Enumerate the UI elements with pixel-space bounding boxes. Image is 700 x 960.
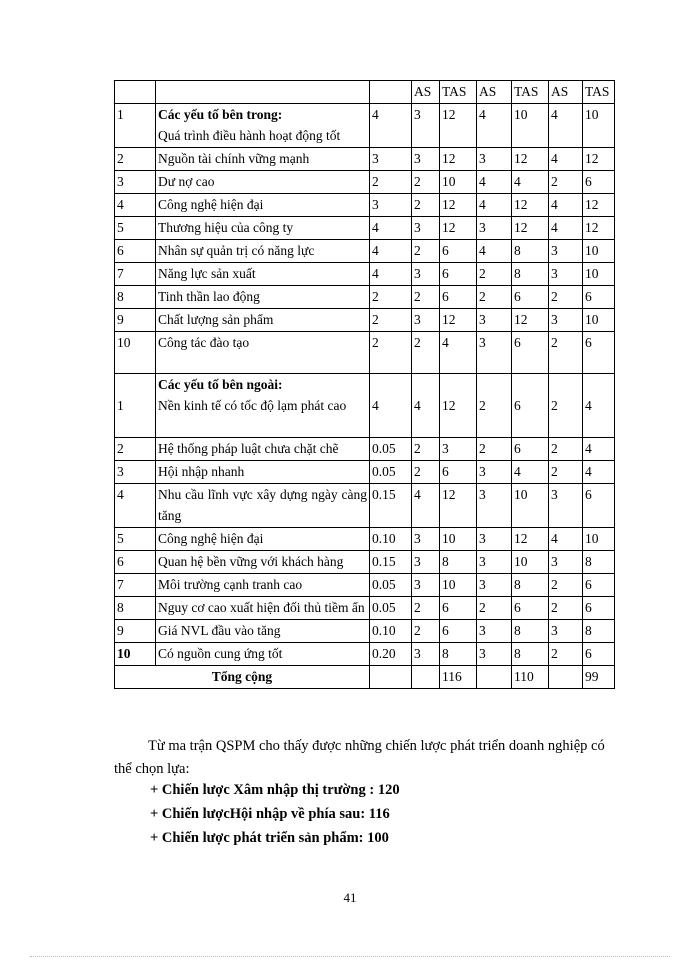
tas-cell: 6: [583, 332, 615, 374]
total-empty-cell: [477, 666, 512, 689]
tas-cell: 10: [512, 551, 549, 574]
tas-cell: 12: [440, 194, 477, 217]
tas-cell: 4: [512, 461, 549, 484]
as-cell: 4: [477, 240, 512, 263]
as-cell: 4: [477, 194, 512, 217]
as-cell: 2: [477, 286, 512, 309]
weight-cell: 4: [370, 263, 412, 286]
weight-cell: 4: [370, 217, 412, 240]
tas-cell: 6: [583, 171, 615, 194]
factor-name: Hệ thống pháp luật chưa chặt chẽ: [156, 438, 370, 461]
weight-cell: 2: [370, 332, 412, 374]
tas-cell: 10: [440, 528, 477, 551]
total-row: [115, 666, 615, 689]
as-cell: 4: [549, 104, 583, 148]
as-cell: 3: [477, 574, 512, 597]
tas-cell: 12: [583, 217, 615, 240]
header-cell: [370, 81, 412, 104]
as-cell: 3: [477, 332, 512, 374]
tas-cell: 6: [440, 263, 477, 286]
tas-cell: 4: [512, 171, 549, 194]
row-number: 1: [115, 104, 156, 148]
tas-cell: 12: [440, 484, 477, 528]
as-cell: 3: [549, 240, 583, 263]
tas-cell: 6: [512, 332, 549, 374]
row-number: 9: [115, 309, 156, 332]
as-cell: 3: [412, 643, 440, 666]
tas-cell: 6: [583, 574, 615, 597]
factor-name: Tinh thần lao động: [156, 286, 370, 309]
total-tas-1: 116: [440, 666, 477, 689]
as-cell: 2: [549, 643, 583, 666]
weight-cell: 0.10: [370, 528, 412, 551]
factor-name: Nguy cơ cao xuất hiện đối thủ tiềm ẩn: [156, 597, 370, 620]
tas-cell: 6: [440, 597, 477, 620]
as-cell: 2: [549, 332, 583, 374]
table-row: [115, 597, 615, 620]
as-cell: 2: [549, 171, 583, 194]
as-cell: 2: [549, 438, 583, 461]
as-cell: 3: [412, 148, 440, 171]
as-cell: 2: [412, 286, 440, 309]
row-number: 5: [115, 528, 156, 551]
as-cell: 2: [412, 171, 440, 194]
tas-cell: 12: [512, 148, 549, 171]
page-border: [30, 956, 670, 957]
as-cell: 3: [549, 309, 583, 332]
tas-cell: 6: [583, 484, 615, 528]
factor-name: Nhân sự quản trị có năng lực: [156, 240, 370, 263]
tas-cell: 4: [583, 461, 615, 484]
as-cell: 4: [477, 104, 512, 148]
row-number: 5: [115, 217, 156, 240]
as-cell: 2: [412, 194, 440, 217]
header-cell-tas: TAS: [583, 81, 615, 104]
tas-cell: 8: [583, 551, 615, 574]
tas-cell: 8: [440, 643, 477, 666]
tas-cell: 6: [512, 438, 549, 461]
as-cell: 4: [412, 484, 440, 528]
factor-name: Công nghệ hiện đại: [156, 528, 370, 551]
as-cell: 3: [549, 484, 583, 528]
qspm-table: [114, 80, 615, 689]
table-row: [115, 574, 615, 597]
as-cell: 3: [412, 528, 440, 551]
row-number: 8: [115, 597, 156, 620]
tas-cell: 10: [440, 171, 477, 194]
as-cell: 3: [412, 551, 440, 574]
tas-cell: 10: [583, 263, 615, 286]
tas-cell: 10: [583, 240, 615, 263]
internal-factors-heading: Các yếu tố bên trong:: [158, 107, 283, 122]
as-cell: 2: [549, 461, 583, 484]
table-row: [115, 286, 615, 309]
table-row: [115, 528, 615, 551]
tas-cell: 6: [583, 286, 615, 309]
tas-cell: 12: [512, 194, 549, 217]
as-cell: 3: [412, 309, 440, 332]
weight-cell: 3: [370, 194, 412, 217]
total-label: Tổng cộng: [115, 666, 370, 689]
as-cell: 2: [412, 620, 440, 643]
weight-cell: 4: [370, 104, 412, 148]
row-number: 8: [115, 286, 156, 309]
factor-name: Có nguồn cung ứng tốt: [156, 643, 370, 666]
header-cell-tas: TAS: [440, 81, 477, 104]
as-cell: 2: [412, 461, 440, 484]
table-row: [115, 171, 615, 194]
tas-cell: 10: [583, 104, 615, 148]
tas-cell: 8: [512, 643, 549, 666]
as-cell: 3: [477, 309, 512, 332]
as-cell: 3: [477, 148, 512, 171]
tas-cell: 6: [583, 597, 615, 620]
tas-cell: 10: [440, 574, 477, 597]
as-cell: 3: [412, 263, 440, 286]
header-cell: [156, 81, 370, 104]
weight-cell: 3: [370, 148, 412, 171]
tas-cell: 8: [583, 620, 615, 643]
tas-cell: 6: [512, 286, 549, 309]
table-row: [115, 104, 615, 148]
total-tas-2: 110: [512, 666, 549, 689]
factor-name: Nền kinh tế có tốc độ lạm phát cao: [158, 398, 347, 413]
as-cell: 4: [477, 171, 512, 194]
as-cell: 4: [549, 217, 583, 240]
table-row: [115, 643, 615, 666]
as-cell: 2: [549, 374, 583, 438]
row-number: 3: [115, 171, 156, 194]
row-number: 10: [115, 643, 156, 666]
tas-cell: 12: [440, 309, 477, 332]
tas-cell: 6: [440, 240, 477, 263]
tas-cell: 4: [583, 374, 615, 438]
as-cell: 3: [549, 263, 583, 286]
header-cell: [115, 81, 156, 104]
as-cell: 2: [549, 597, 583, 620]
row-number: 9: [115, 620, 156, 643]
tas-cell: 6: [512, 374, 549, 438]
conclusion-paragraph: Từ ma trận QSPM cho thấy được những chiến lược phát triển doanh nghiệp có thể chọn lựa:: [114, 738, 605, 777]
header-cell-as: AS: [549, 81, 583, 104]
as-cell: 3: [412, 217, 440, 240]
row-number: 10: [115, 332, 156, 374]
as-cell: 2: [549, 286, 583, 309]
strategy-item: + Chiến lượcHội nhập về phía sau: 116: [150, 806, 390, 822]
as-cell: 2: [549, 574, 583, 597]
tas-cell: 6: [440, 461, 477, 484]
tas-cell: 12: [583, 148, 615, 171]
row-number: 7: [115, 574, 156, 597]
tas-cell: 10: [512, 104, 549, 148]
header-cell-tas: TAS: [512, 81, 549, 104]
row-number: 4: [115, 194, 156, 217]
tas-cell: 8: [512, 620, 549, 643]
as-cell: 4: [549, 528, 583, 551]
as-cell: 3: [477, 643, 512, 666]
total-tas-3: 99: [583, 666, 615, 689]
weight-cell: 0.15: [370, 484, 412, 528]
weight-cell: 0.05: [370, 574, 412, 597]
factor-cell: [156, 104, 370, 148]
as-cell: 4: [549, 148, 583, 171]
tas-cell: 8: [512, 240, 549, 263]
row-number: 6: [115, 551, 156, 574]
as-cell: 3: [477, 551, 512, 574]
tas-cell: 8: [512, 263, 549, 286]
header-cell-as: AS: [412, 81, 440, 104]
weight-cell: 0.05: [370, 597, 412, 620]
tas-cell: 8: [440, 551, 477, 574]
total-empty-cell: [370, 666, 412, 689]
total-empty-cell: [549, 666, 583, 689]
factor-name: Giá NVL đầu vào tăng: [156, 620, 370, 643]
factor-name: Dư nợ cao: [156, 171, 370, 194]
row-number: 2: [115, 148, 156, 171]
factor-name: Công nghệ hiện đại: [156, 194, 370, 217]
tas-cell: 12: [440, 217, 477, 240]
row-number: 4: [115, 484, 156, 528]
table-row: [115, 484, 615, 528]
tas-cell: 12: [512, 528, 549, 551]
tas-cell: 3: [440, 438, 477, 461]
page-number: 41: [343, 890, 357, 905]
tas-cell: 4: [440, 332, 477, 374]
factor-name: Công tác đào tạo: [156, 332, 370, 374]
table-row: [115, 438, 615, 461]
tas-cell: 4: [583, 438, 615, 461]
table-row: [115, 551, 615, 574]
table-row: [115, 263, 615, 286]
tas-cell: 6: [583, 643, 615, 666]
as-cell: 3: [549, 551, 583, 574]
table-row: [115, 217, 615, 240]
factor-name: Chất lượng sản phẩm: [156, 309, 370, 332]
table-row: [115, 148, 615, 171]
factor-name: Thương hiệu của công ty: [156, 217, 370, 240]
table-row: [115, 240, 615, 263]
weight-cell: 2: [370, 309, 412, 332]
tas-cell: 6: [440, 620, 477, 643]
weight-cell: 0.05: [370, 438, 412, 461]
tas-cell: 10: [583, 528, 615, 551]
as-cell: 2: [412, 332, 440, 374]
external-factors-heading: Các yếu tố bên ngoài:: [158, 377, 283, 392]
total-empty-cell: [412, 666, 440, 689]
as-cell: 3: [477, 484, 512, 528]
table-row: [115, 332, 615, 374]
factor-name: Quá trình điều hành hoạt động tốt: [158, 128, 341, 143]
table-row: [115, 194, 615, 217]
factor-name: Nhu cầu lĩnh vực xây dựng ngày càng tăng: [156, 484, 370, 528]
table-row: [115, 374, 615, 438]
as-cell: 3: [477, 217, 512, 240]
as-cell: 3: [412, 574, 440, 597]
tas-cell: 6: [512, 597, 549, 620]
row-number: 3: [115, 461, 156, 484]
table-header-row: [115, 81, 615, 104]
as-cell: 2: [477, 374, 512, 438]
strategy-item: + Chiến lược phát triển sản phẩm: 100: [150, 830, 389, 846]
tas-cell: 10: [512, 484, 549, 528]
tas-cell: 10: [583, 309, 615, 332]
table-row: [115, 461, 615, 484]
factor-name: Năng lực sản xuất: [156, 263, 370, 286]
row-number: 6: [115, 240, 156, 263]
strategy-item: + Chiến lược Xâm nhập thị trường : 120: [150, 782, 400, 798]
weight-cell: 2: [370, 286, 412, 309]
as-cell: 3: [477, 528, 512, 551]
as-cell: 2: [412, 240, 440, 263]
factor-name: Quan hệ bền vững với khách hàng: [156, 551, 370, 574]
as-cell: 2: [477, 438, 512, 461]
as-cell: 2: [412, 438, 440, 461]
tas-cell: 12: [440, 148, 477, 171]
weight-cell: 4: [370, 374, 412, 438]
weight-cell: 0.10: [370, 620, 412, 643]
row-number: 2: [115, 438, 156, 461]
header-cell-as: AS: [477, 81, 512, 104]
table-row: [115, 620, 615, 643]
row-number: 7: [115, 263, 156, 286]
factor-name: Hội nhập nhanh: [156, 461, 370, 484]
as-cell: 3: [412, 104, 440, 148]
weight-cell: 2: [370, 171, 412, 194]
tas-cell: 12: [512, 217, 549, 240]
as-cell: 4: [549, 194, 583, 217]
tas-cell: 8: [512, 574, 549, 597]
as-cell: 2: [412, 597, 440, 620]
factor-name: Nguồn tài chính vững mạnh: [156, 148, 370, 171]
tas-cell: 12: [583, 194, 615, 217]
table-row: [115, 309, 615, 332]
weight-cell: 0.05: [370, 461, 412, 484]
as-cell: 4: [412, 374, 440, 438]
factor-name: Môi trường cạnh tranh cao: [156, 574, 370, 597]
as-cell: 3: [549, 620, 583, 643]
tas-cell: 12: [440, 374, 477, 438]
tas-cell: 12: [512, 309, 549, 332]
tas-cell: 6: [440, 286, 477, 309]
weight-cell: 0.20: [370, 643, 412, 666]
tas-cell: 12: [440, 104, 477, 148]
row-number: 1: [115, 374, 156, 438]
weight-cell: 4: [370, 240, 412, 263]
as-cell: 3: [477, 620, 512, 643]
weight-cell: 0.15: [370, 551, 412, 574]
factor-cell: [156, 374, 370, 438]
as-cell: 2: [477, 263, 512, 286]
as-cell: 3: [477, 461, 512, 484]
as-cell: 2: [477, 597, 512, 620]
